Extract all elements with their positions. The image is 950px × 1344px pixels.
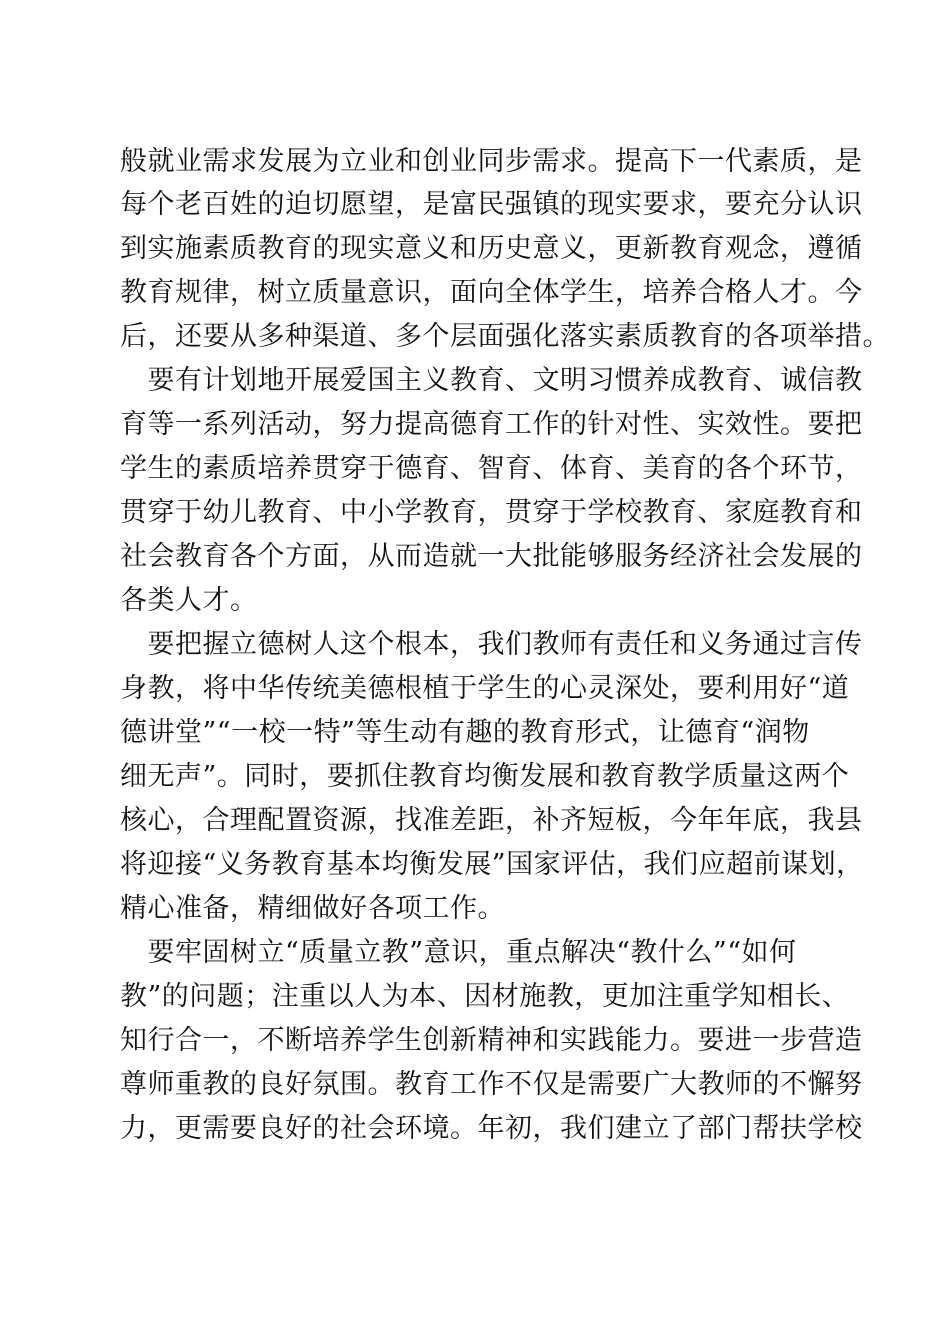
text-line: 尊师重教的良好氛围。教育工作不仅是需要广大教师的不懈努 (120, 1069, 863, 1100)
text-line: 将迎接“义务教育基本均衡发展”国家评估，我们应超前谋划， (120, 849, 864, 880)
text-line: 到实施素质教育的现实意义和历史意义，更新教育观念，遵循 (120, 233, 863, 264)
text-line: 教育规律，树立质量意识，面向全体学生，培养合格人才。今 (120, 277, 863, 308)
text-line: 知行合一，不断培养学生创新精神和实践能力。要进一步营造 (120, 1025, 863, 1056)
text-line: 细无声”。同时，要抓住教育均衡发展和教育教学质量这两个 (120, 761, 850, 792)
text-line: 般就业需求发展为立业和创业同步需求。提高下一代素质，是 (120, 146, 863, 177)
text-line: 力，更需要良好的社会环境。年初，我们建立了部门帮扶学校 (120, 1113, 863, 1144)
text-line: 学生的素质培养贯穿于德育、智育、体育、美育的各个环节， (120, 453, 863, 484)
text-line: 身教，将中华传统美德根植于学生的心灵深处，要利用好“道 (120, 673, 850, 704)
text-line: 育等一系列活动，努力提高德育工作的针对性、实效性。要把 (120, 409, 863, 440)
text-line: 各类人才。 (120, 585, 258, 616)
text-line: 要牢固树立“质量立教”意识，重点解决“教什么”“如何 (120, 937, 797, 968)
text-line: 社会教育各个方面，从而造就一大批能够服务经济社会发展的 (120, 541, 863, 572)
text-line: 要把握立德树人这个根本，我们教师有责任和义务通过言传 (120, 629, 863, 660)
text-line: 每个老百姓的迫切愿望，是富民强镇的现实要求，要充分认识 (120, 189, 863, 220)
text-line: 要有计划地开展爱国主义教育、文明习惯养成教育、诚信教 (120, 365, 863, 396)
text-line: 后，还要从多种渠道、多个层面强化落实素质教育的各项举措。 (120, 321, 890, 352)
text-line: 贯穿于幼儿教育、中小学教育，贯穿于学校教育、家庭教育和 (120, 497, 863, 528)
text-line: 精心准备，精细做好各项工作。 (120, 893, 505, 924)
text-line: 核心，合理配置资源，找准差距，补齐短板，今年年底，我县 (120, 805, 863, 836)
text-line: 教”的问题；注重以人为本、因材施教，更加注重学知相长、 (120, 981, 850, 1012)
text-line: 德讲堂”“一校一特”等生动有趣的教育形式，让德育“润物 (120, 717, 810, 748)
